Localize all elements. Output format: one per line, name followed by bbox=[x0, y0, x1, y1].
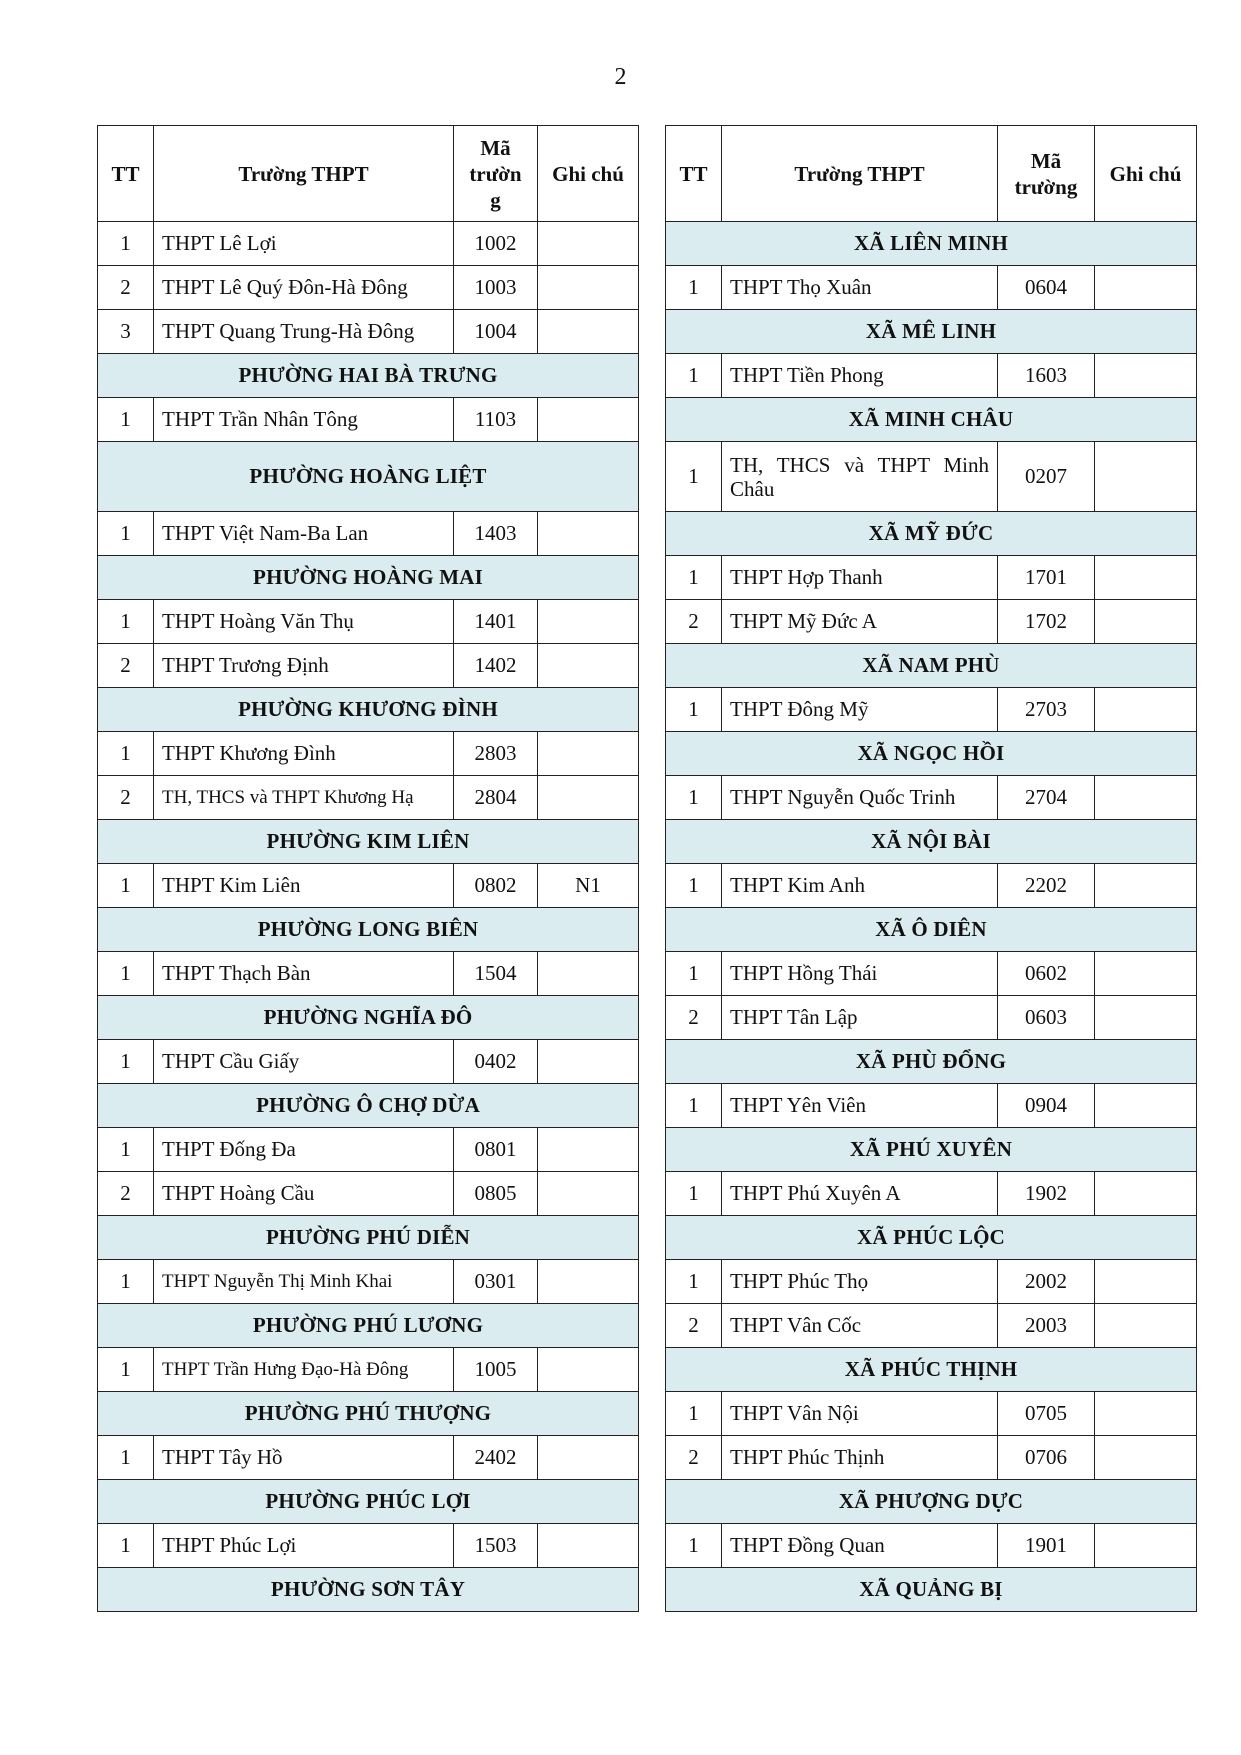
header-note: Ghi chú bbox=[538, 126, 639, 222]
table-row bbox=[98, 776, 639, 820]
group-label: PHƯỜNG SƠN TÂY bbox=[98, 1568, 639, 1612]
school-name: THPT Mỹ Đức A bbox=[722, 600, 998, 644]
header-school: Trường THPT bbox=[722, 126, 998, 222]
group-label: PHƯỜNG HOÀNG LIỆT bbox=[98, 442, 639, 512]
group-label: XÃ NAM PHÙ bbox=[666, 644, 1197, 688]
group-header-row bbox=[666, 644, 1197, 688]
table-row bbox=[98, 1128, 639, 1172]
group-label: PHƯỜNG LONG BIÊN bbox=[98, 908, 639, 952]
row-number: 1 bbox=[666, 1172, 722, 1216]
table-row bbox=[98, 512, 639, 556]
table-row bbox=[666, 556, 1197, 600]
school-note bbox=[538, 1348, 639, 1392]
school-code: 0802 bbox=[454, 864, 538, 908]
table-row bbox=[666, 952, 1197, 996]
school-name: THPT Trần Hưng Đạo-Hà Đông bbox=[154, 1348, 454, 1392]
group-label: PHƯỜNG PHÚ THƯỢNG bbox=[98, 1392, 639, 1436]
group-header-row bbox=[666, 732, 1197, 776]
group-header-row bbox=[98, 688, 639, 732]
row-number: 1 bbox=[98, 1040, 154, 1084]
school-name: THPT Kim Liên bbox=[154, 864, 454, 908]
group-label: PHƯỜNG HOÀNG MAI bbox=[98, 556, 639, 600]
group-header-row bbox=[666, 1216, 1197, 1260]
row-number: 2 bbox=[98, 1172, 154, 1216]
table-row bbox=[666, 442, 1197, 512]
row-number: 1 bbox=[98, 1436, 154, 1480]
school-code: 2704 bbox=[998, 776, 1095, 820]
school-note bbox=[1095, 1304, 1197, 1348]
table-row bbox=[666, 1524, 1197, 1568]
school-name: THPT Hồng Thái bbox=[722, 952, 998, 996]
school-note bbox=[538, 1524, 639, 1568]
school-name: THPT Phú Xuyên A bbox=[722, 1172, 998, 1216]
school-code: 1002 bbox=[454, 222, 538, 266]
school-code: 1902 bbox=[998, 1172, 1095, 1216]
group-label: PHƯỜNG Ô CHỢ DỪA bbox=[98, 1084, 639, 1128]
school-name: THPT Đồng Quan bbox=[722, 1524, 998, 1568]
table-row bbox=[666, 776, 1197, 820]
school-name: THPT Tiền Phong bbox=[722, 354, 998, 398]
school-code: 1603 bbox=[998, 354, 1095, 398]
header-tt: TT bbox=[98, 126, 154, 222]
school-note bbox=[538, 952, 639, 996]
school-code: 2402 bbox=[454, 1436, 538, 1480]
row-number: 1 bbox=[666, 354, 722, 398]
school-name: THPT Quang Trung-Hà Đông bbox=[154, 310, 454, 354]
school-name: TH, THCS và THPT Khương Hạ bbox=[154, 776, 454, 820]
school-name: THPT Nguyễn Quốc Trinh bbox=[722, 776, 998, 820]
school-code: 0705 bbox=[998, 1392, 1095, 1436]
row-number: 2 bbox=[666, 1304, 722, 1348]
table-row bbox=[666, 1436, 1197, 1480]
school-note bbox=[1095, 354, 1197, 398]
schools-table-left bbox=[97, 125, 639, 1612]
table-row bbox=[98, 644, 639, 688]
school-name: THPT Hoàng Văn Thụ bbox=[154, 600, 454, 644]
header-tt: TT bbox=[666, 126, 722, 222]
row-number: 1 bbox=[98, 222, 154, 266]
row-number: 2 bbox=[98, 776, 154, 820]
group-label: PHƯỜNG HAI BÀ TRƯNG bbox=[98, 354, 639, 398]
group-label: XÃ Ô DIÊN bbox=[666, 908, 1197, 952]
school-code: 0706 bbox=[998, 1436, 1095, 1480]
school-note bbox=[538, 310, 639, 354]
group-header-row bbox=[666, 820, 1197, 864]
school-code: 2202 bbox=[998, 864, 1095, 908]
group-label: XÃ LIÊN MINH bbox=[666, 222, 1197, 266]
group-header-row bbox=[666, 310, 1197, 354]
header-code: Mã trường bbox=[998, 126, 1095, 222]
school-name: THPT Trần Nhân Tông bbox=[154, 398, 454, 442]
group-header-row bbox=[98, 1304, 639, 1348]
school-name: THPT Hoàng Cầu bbox=[154, 1172, 454, 1216]
row-number: 1 bbox=[98, 952, 154, 996]
group-label: XÃ MỸ ĐỨC bbox=[666, 512, 1197, 556]
row-number: 1 bbox=[98, 1348, 154, 1392]
school-note bbox=[538, 266, 639, 310]
table-body-right bbox=[666, 222, 1197, 1612]
table-row bbox=[666, 266, 1197, 310]
group-header-row bbox=[666, 1128, 1197, 1172]
school-name: THPT Phúc Thịnh bbox=[722, 1436, 998, 1480]
school-note bbox=[1095, 1524, 1197, 1568]
row-number: 1 bbox=[98, 1260, 154, 1304]
school-code: 1402 bbox=[454, 644, 538, 688]
table-row bbox=[98, 1436, 639, 1480]
table-row bbox=[666, 1304, 1197, 1348]
school-name: THPT Khương Đình bbox=[154, 732, 454, 776]
group-header-row bbox=[666, 1040, 1197, 1084]
table-row bbox=[98, 222, 639, 266]
row-number: 1 bbox=[98, 600, 154, 644]
table-row bbox=[98, 1524, 639, 1568]
school-code: 1401 bbox=[454, 600, 538, 644]
school-code: 0402 bbox=[454, 1040, 538, 1084]
school-code: 1003 bbox=[454, 266, 538, 310]
school-code: 0602 bbox=[998, 952, 1095, 996]
header-code: Mã trườn g bbox=[454, 126, 538, 222]
school-code: 0904 bbox=[998, 1084, 1095, 1128]
row-number: 1 bbox=[98, 864, 154, 908]
group-label: PHƯỜNG NGHĨA ĐÔ bbox=[98, 996, 639, 1040]
school-name: THPT Trương Định bbox=[154, 644, 454, 688]
table-row bbox=[666, 996, 1197, 1040]
school-note bbox=[1095, 1172, 1197, 1216]
school-note bbox=[1095, 266, 1197, 310]
school-name: THPT Đông Mỹ bbox=[722, 688, 998, 732]
school-name: THPT Tây Hồ bbox=[154, 1436, 454, 1480]
table-row bbox=[666, 1260, 1197, 1304]
row-number: 1 bbox=[666, 1392, 722, 1436]
school-note bbox=[1095, 600, 1197, 644]
page-number: 2 bbox=[614, 64, 627, 90]
school-code: 1503 bbox=[454, 1524, 538, 1568]
row-number: 3 bbox=[98, 310, 154, 354]
group-header-row bbox=[666, 1348, 1197, 1392]
school-name: THPT Lê Lợi bbox=[154, 222, 454, 266]
table-row bbox=[666, 688, 1197, 732]
school-note bbox=[1095, 1260, 1197, 1304]
group-label: XÃ QUẢNG BỊ bbox=[666, 1568, 1197, 1612]
school-code: 2703 bbox=[998, 688, 1095, 732]
school-code: 0207 bbox=[998, 442, 1095, 512]
group-label: PHƯỜNG KHƯƠNG ĐÌNH bbox=[98, 688, 639, 732]
school-note: N1 bbox=[538, 864, 639, 908]
group-header-row bbox=[98, 354, 639, 398]
table-row bbox=[98, 398, 639, 442]
header-note: Ghi chú bbox=[1095, 126, 1197, 222]
table-row bbox=[98, 1260, 639, 1304]
group-header-row bbox=[666, 1568, 1197, 1612]
group-header-row bbox=[98, 1480, 639, 1524]
row-number: 2 bbox=[666, 600, 722, 644]
table-body-left bbox=[98, 222, 639, 1612]
table-row bbox=[98, 310, 639, 354]
row-number: 1 bbox=[666, 556, 722, 600]
group-header-row bbox=[98, 1084, 639, 1128]
table-row bbox=[98, 1040, 639, 1084]
group-label: XÃ NỘI BÀI bbox=[666, 820, 1197, 864]
school-note bbox=[1095, 864, 1197, 908]
school-note bbox=[538, 1040, 639, 1084]
group-header-row bbox=[666, 1480, 1197, 1524]
school-code: 0801 bbox=[454, 1128, 538, 1172]
row-number: 1 bbox=[666, 776, 722, 820]
row-number: 1 bbox=[666, 864, 722, 908]
group-header-row bbox=[666, 908, 1197, 952]
school-code: 2803 bbox=[454, 732, 538, 776]
row-number: 1 bbox=[666, 442, 722, 512]
school-code: 1701 bbox=[998, 556, 1095, 600]
school-note bbox=[1095, 776, 1197, 820]
school-code: 0805 bbox=[454, 1172, 538, 1216]
row-number: 1 bbox=[666, 266, 722, 310]
school-note bbox=[538, 732, 639, 776]
group-header-row bbox=[98, 908, 639, 952]
header-school: Trường THPT bbox=[154, 126, 454, 222]
group-header-row bbox=[98, 996, 639, 1040]
school-name: THPT Kim Anh bbox=[722, 864, 998, 908]
school-name: THPT Việt Nam-Ba Lan bbox=[154, 512, 454, 556]
table-row bbox=[666, 1084, 1197, 1128]
table-row bbox=[666, 1392, 1197, 1436]
school-note bbox=[538, 1128, 639, 1172]
table-row bbox=[666, 354, 1197, 398]
row-number: 1 bbox=[98, 398, 154, 442]
school-name: THPT Cầu Giấy bbox=[154, 1040, 454, 1084]
header-row bbox=[666, 126, 1197, 222]
school-note bbox=[1095, 442, 1197, 512]
group-label: XÃ NGỌC HỒI bbox=[666, 732, 1197, 776]
group-header-row bbox=[98, 820, 639, 864]
school-code: 2002 bbox=[998, 1260, 1095, 1304]
table-row bbox=[98, 1348, 639, 1392]
school-name: THPT Lê Quý Đôn-Hà Đông bbox=[154, 266, 454, 310]
group-header-row bbox=[98, 1392, 639, 1436]
row-number: 2 bbox=[666, 996, 722, 1040]
table-row bbox=[98, 864, 639, 908]
school-note bbox=[538, 644, 639, 688]
group-header-row bbox=[98, 556, 639, 600]
school-note bbox=[538, 1436, 639, 1480]
group-header-row bbox=[666, 398, 1197, 442]
group-label: XÃ PHÚ XUYÊN bbox=[666, 1128, 1197, 1172]
school-name: THPT Nguyễn Thị Minh Khai bbox=[154, 1260, 454, 1304]
row-number: 1 bbox=[98, 1128, 154, 1172]
school-note bbox=[1095, 952, 1197, 996]
row-number: 1 bbox=[98, 732, 154, 776]
table-row bbox=[666, 864, 1197, 908]
school-name: THPT Thạch Bàn bbox=[154, 952, 454, 996]
school-code: 1004 bbox=[454, 310, 538, 354]
school-note bbox=[1095, 556, 1197, 600]
table-row bbox=[666, 1172, 1197, 1216]
school-code: 0604 bbox=[998, 266, 1095, 310]
row-number: 1 bbox=[666, 1084, 722, 1128]
school-code: 0603 bbox=[998, 996, 1095, 1040]
school-code: 0301 bbox=[454, 1260, 538, 1304]
group-label: PHƯỜNG PHÚ DIỄN bbox=[98, 1216, 639, 1260]
school-code: 1005 bbox=[454, 1348, 538, 1392]
school-note bbox=[538, 1260, 639, 1304]
table-row bbox=[98, 732, 639, 776]
group-label: XÃ PHÚC LỘC bbox=[666, 1216, 1197, 1260]
header-row bbox=[98, 126, 639, 222]
school-code: 1504 bbox=[454, 952, 538, 996]
school-name: THPT Tân Lập bbox=[722, 996, 998, 1040]
school-name: THPT Đống Đa bbox=[154, 1128, 454, 1172]
school-note bbox=[538, 398, 639, 442]
school-note bbox=[538, 1172, 639, 1216]
school-note bbox=[538, 776, 639, 820]
group-header-row bbox=[666, 222, 1197, 266]
school-code: 2003 bbox=[998, 1304, 1095, 1348]
group-label: PHƯỜNG PHÚ LƯƠNG bbox=[98, 1304, 639, 1348]
school-code: 1702 bbox=[998, 600, 1095, 644]
table-row bbox=[98, 266, 639, 310]
school-note bbox=[1095, 996, 1197, 1040]
row-number: 2 bbox=[98, 644, 154, 688]
school-code: 1901 bbox=[998, 1524, 1095, 1568]
school-note bbox=[1095, 1436, 1197, 1480]
group-label: PHƯỜNG KIM LIÊN bbox=[98, 820, 639, 864]
group-label: XÃ MÊ LINH bbox=[666, 310, 1197, 354]
row-number: 1 bbox=[666, 952, 722, 996]
school-code: 1103 bbox=[454, 398, 538, 442]
group-header-row bbox=[666, 512, 1197, 556]
school-name: THPT Vân Nội bbox=[722, 1392, 998, 1436]
row-number: 1 bbox=[666, 688, 722, 732]
row-number: 1 bbox=[666, 1260, 722, 1304]
table-row bbox=[98, 1172, 639, 1216]
row-number: 1 bbox=[666, 1524, 722, 1568]
school-note bbox=[538, 600, 639, 644]
school-note bbox=[538, 512, 639, 556]
table-row bbox=[98, 952, 639, 996]
group-header-row bbox=[98, 442, 639, 512]
group-header-row bbox=[98, 1216, 639, 1260]
school-name: TH, THCS và THPT Minh Châu bbox=[722, 442, 998, 512]
school-name: THPT Yên Viên bbox=[722, 1084, 998, 1128]
school-name: THPT Phúc Thọ bbox=[722, 1260, 998, 1304]
group-label: XÃ PHÙ ĐỔNG bbox=[666, 1040, 1197, 1084]
school-note bbox=[1095, 688, 1197, 732]
school-note bbox=[1095, 1084, 1197, 1128]
group-label: XÃ PHƯỢNG DỰC bbox=[666, 1480, 1197, 1524]
row-number: 1 bbox=[98, 512, 154, 556]
school-name: THPT Phúc Lợi bbox=[154, 1524, 454, 1568]
schools-table-right bbox=[665, 125, 1197, 1612]
group-label: XÃ PHÚC THỊNH bbox=[666, 1348, 1197, 1392]
row-number: 2 bbox=[666, 1436, 722, 1480]
school-note bbox=[538, 222, 639, 266]
group-header-row bbox=[98, 1568, 639, 1612]
group-label: PHƯỜNG PHÚC LỢI bbox=[98, 1480, 639, 1524]
row-number: 1 bbox=[98, 1524, 154, 1568]
table-row bbox=[666, 600, 1197, 644]
school-name: THPT Hợp Thanh bbox=[722, 556, 998, 600]
table-row bbox=[98, 600, 639, 644]
school-code: 2804 bbox=[454, 776, 538, 820]
group-label: XÃ MINH CHÂU bbox=[666, 398, 1197, 442]
school-note bbox=[1095, 1392, 1197, 1436]
school-code: 1403 bbox=[454, 512, 538, 556]
school-name: THPT Vân Cốc bbox=[722, 1304, 998, 1348]
row-number: 2 bbox=[98, 266, 154, 310]
school-name: THPT Thọ Xuân bbox=[722, 266, 998, 310]
